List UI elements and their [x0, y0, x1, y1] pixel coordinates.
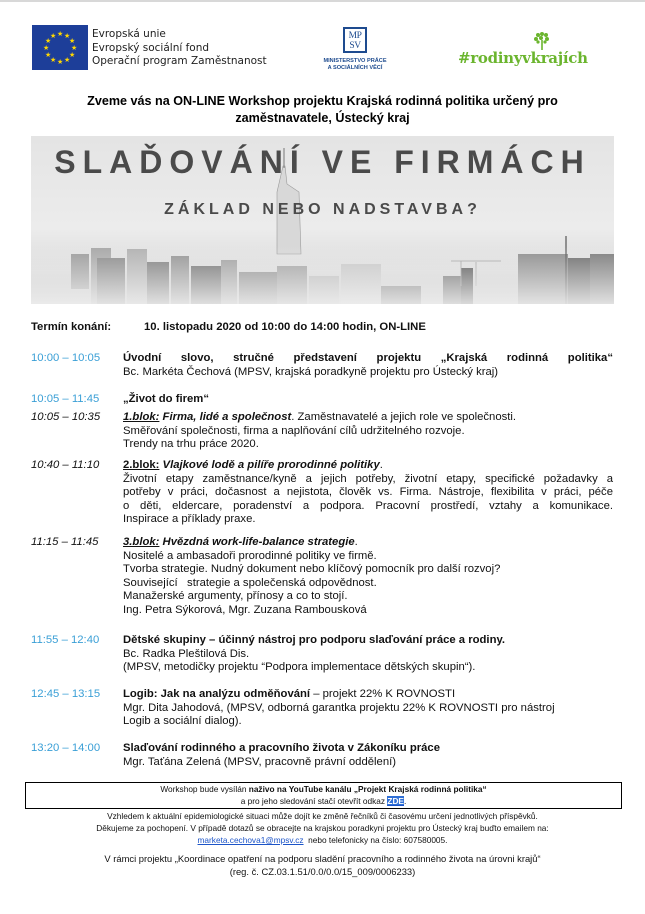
livestream-notice-box	[25, 782, 622, 809]
project-reference	[0, 852, 645, 878]
item-title: Vlajkové lodě a pilíře prorodinné politiky	[159, 459, 380, 471]
punctuation: .	[403, 795, 407, 806]
punctuation: .	[379, 459, 383, 471]
mpsv-abbr-bottom: SV	[349, 41, 361, 51]
block-label: 3.blok:	[123, 536, 160, 548]
item-line: Trendy na trhu práce 2020.	[123, 438, 259, 451]
epidemic-note: Vzhledem k aktuální epidemiologické situaci může dojít ke změně řečníků či časovému určení jednotlivých příspěvků.	[107, 811, 538, 821]
item-line: Směřování společnosti, firma a naplňování cílů udržitelného rozvoje.	[123, 424, 465, 437]
eu-program-text	[92, 28, 267, 69]
item-time: 12:45 – 13:15	[31, 688, 101, 700]
item-line: Logib a sociální dialog).	[123, 715, 242, 728]
contact-note: Děkujeme za pochopení. V případě dotazů se obracejte na krajskou poradkyni projektu pro Ústecký kraj buďto emailem na:	[96, 823, 549, 833]
item-line: (MPSV, metodičky projektu “Podpora implementace dětských skupin“).	[123, 661, 476, 674]
eu-line: Evropská unie	[92, 28, 166, 40]
item-title: Hvězdná work-life-balance strategie	[159, 536, 355, 548]
top-border	[0, 0, 645, 2]
item-time: 11:55 – 12:40	[31, 634, 100, 646]
invite-heading	[0, 93, 645, 127]
item-line: Životní etapy zaměstnance/kyně a jejich potřeby, životní etapy, specifické požadavky a	[123, 472, 613, 485]
item-line: potřeby v práci, dočasnost a nejistota, člověk vs. Firma. Nástroje, flexibilita v práci, péče	[123, 486, 613, 499]
item-line: Inspirace a příklady praxe.	[123, 513, 256, 526]
hashtag-logo: #rodinyvkrajích	[458, 49, 588, 67]
item-speaker: Bc. Markéta Čechová (MPSV, krajská poradkyně projektu pro Ústecký kraj)	[123, 365, 499, 378]
mpsv-abbr-top: MP	[348, 31, 362, 41]
live-text: Workshop bude vysílán	[160, 784, 249, 794]
item-line: Manažerské argumenty, přínosy a co to stojí.	[123, 590, 348, 603]
eu-line: Operační program Zaměstnanost	[92, 55, 267, 67]
date-value: 10. listopadu 2020 od 10:00 do 14:00 hodin, ON-LINE	[144, 321, 426, 333]
item-title: Logib: Jak na analýzu odměňování	[123, 688, 311, 700]
item-time: 11:15 – 11:45	[31, 536, 99, 548]
item-title: Dětské skupiny – účinný nástroj pro podporu slaďování práce a rodiny.	[123, 634, 506, 646]
item-title: „Život do firem“	[123, 393, 209, 405]
mpsv-logo	[312, 27, 398, 71]
block-label: 1.blok:	[123, 411, 160, 423]
block-label: 2.blok:	[123, 459, 160, 471]
email-link[interactable]: marketa.cechova1@mpsv.cz	[197, 835, 304, 845]
mpsv-name-line: MINISTERSTVO PRÁCE	[323, 58, 387, 64]
invite-line: Zveme vás na ON-LINE Workshop projektu Krajská rodinná politika určený pro	[87, 94, 558, 108]
banner-subtitle: ZÁKLAD NEBO NADSTAVBA?	[164, 201, 481, 218]
item-line: Tvorba strategie. Nudný dokument nebo klíčový pomocník pro další rozvoj?	[123, 563, 501, 576]
item-line: Ing. Petra Sýkorová, Mgr. Zuzana Rambousková	[123, 603, 367, 616]
live-text: a pro jeho sledování stačí otevřít odkaz	[240, 795, 388, 806]
eu-line: Evropský sociální fond	[92, 41, 210, 54]
item-line: Mgr. Taťána Zelená (MPSV, pracovně právní oddělení)	[123, 755, 397, 768]
item-time: 10:00 – 10:05	[31, 352, 101, 364]
item-title: Úvodní slovo, stručné představení projektu „Krajská rodinná politika“	[123, 352, 613, 364]
item-line: Mgr. Dita Jahodová, (MPSV, odborná garantka projektu 22% K ROVNOSTI pro nástroj	[123, 701, 555, 714]
item-line: Související strategie a společenská odpovědnost.	[123, 576, 377, 589]
item-description: – projekt 22% K ROVNOSTI	[310, 688, 456, 700]
item-time: 10:05 – 11:45	[31, 393, 100, 405]
mpsv-name-line: A SOCIÁLNÍCH VĚCÍ	[327, 64, 383, 71]
banner-image	[31, 136, 614, 304]
zde-link[interactable]	[387, 795, 407, 806]
item-title: Slaďování rodinného a pracovního života v Zákoníku práce	[123, 742, 440, 754]
live-channel: naživo na YouTube kanálu „Projekt Krajská rodinná politika“	[248, 784, 487, 794]
item-time: 10:05 – 10:35	[31, 411, 101, 423]
punctuation: .	[354, 536, 358, 548]
item-line: o děti, eldercare, poradenství a podpora. Pracovní prostředí, vztahy a komunikace.	[123, 499, 613, 512]
item-title: Firma, lidé a společnost	[159, 411, 292, 423]
project-line: V rámci projektu „Koordinace opatření na podporu sladění pracovního a rodinného života na úrovni krajů“	[104, 853, 541, 864]
banner-title: SLAĎOVÁNÍ VE FIRMÁCH	[54, 144, 591, 180]
item-time: 10:40 – 11:10	[31, 459, 100, 471]
eu-flag-logo: ★ ★ ★ ★ ★ ★ ★ ★ ★ ★ ★ ★	[32, 25, 88, 70]
phone-text: nebo telefonicky na číslo: 607580005.	[303, 835, 448, 845]
date-label: Termín konání:	[31, 321, 112, 333]
item-line: Nositelé a ambasadoři prorodinné politiky ve firmě.	[123, 549, 377, 562]
tree-icon	[532, 31, 552, 51]
zde-link-text[interactable]: ZDE	[387, 795, 404, 806]
item-line: Bc. Radka Pleštilová Dis.	[123, 647, 250, 660]
item-description: . Zaměstnavatelé a jejich role ve společnosti.	[291, 411, 517, 423]
mpsv-emblem	[343, 27, 367, 53]
contact-line	[0, 834, 645, 846]
project-reg: (reg. č. CZ.03.1.51/0.0/0.0/15_009/0006233)	[229, 866, 416, 877]
invite-line: zaměstnavatele, Ústecký kraj	[235, 111, 410, 125]
item-time: 13:20 – 14:00	[31, 742, 101, 754]
